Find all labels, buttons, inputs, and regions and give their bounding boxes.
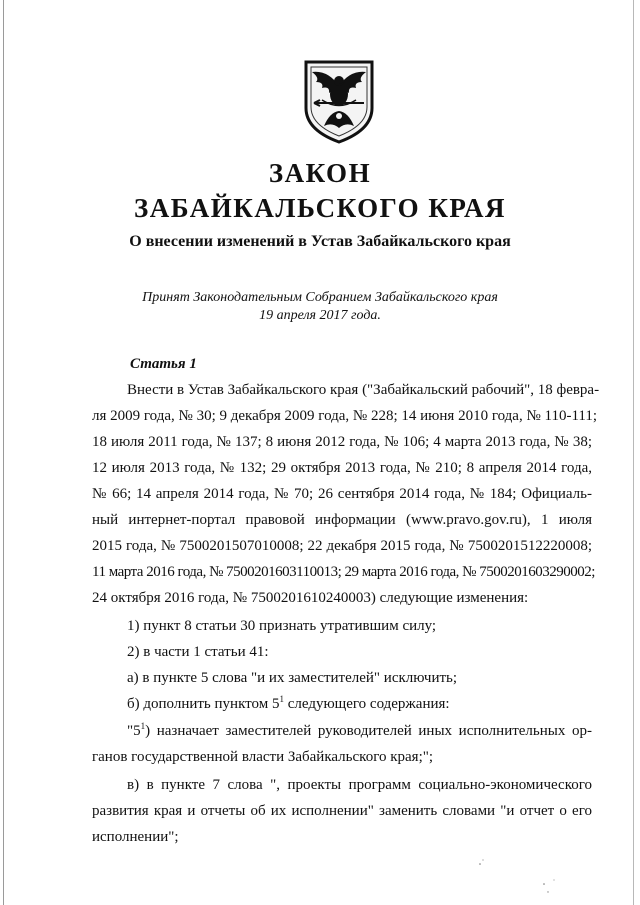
list-item-1: 1) пункт 8 статьи 30 признать утратившим силу; xyxy=(127,618,437,634)
quoted-clause-text: ) назначает заместителей руководителей иных исполнительных ор- xyxy=(145,723,592,739)
law-title: ЗАКОН xyxy=(268,158,372,188)
law-title-region: ЗАБАЙКАЛЬСКОГО КРАЯ xyxy=(134,193,506,223)
quoted-clause-line: ганов государственной власти Забайкальского края;"; xyxy=(92,749,434,765)
list-item-2b-text: б) дополнить пунктом 5 xyxy=(127,696,280,712)
list-item-2a: а) в пункте 5 слова "и их заместителей" исключить; xyxy=(127,670,458,686)
body-line: 12 июля 2013 года, № 132; 29 октября 2013 года, № 210; 8 апреля 2014 года, xyxy=(92,460,592,476)
quote-open: "5 xyxy=(127,723,141,739)
list-item-2b xyxy=(127,694,592,712)
scan-edge-right xyxy=(633,0,634,905)
body-line: № 66; 14 апреля 2014 года, № 70; 26 сентября 2014 года, № 184; Официаль- xyxy=(92,486,592,502)
body-line: 11 марта 2016 года, № 7500201603110013; 29 марта 2016 года, № 7500201603290002; xyxy=(92,564,595,580)
list-item-2: 2) в части 1 статьи 41: xyxy=(127,644,269,660)
superscript: 1 xyxy=(279,694,284,704)
law-subtitle: О внесении изменений в Устав Забайкальского края xyxy=(129,233,511,250)
scan-edge-left xyxy=(3,0,4,905)
adoption-date: 19 апреля 2017 года. xyxy=(259,308,381,323)
list-item-2c: в) в пункте 7 слова ", проекты программ социально-экономического xyxy=(127,777,592,793)
list-item-2b-text-end: следующего содержания: xyxy=(283,696,450,712)
body-line: 24 октября 2016 года, № 7500201610240003) следующие изменения: xyxy=(92,590,529,606)
body-line: ный интернет-портал правовой информации (www.pravo.gov.ru), 1 июля xyxy=(92,512,592,528)
body-line: Внести в Устав Забайкальского края ("Забайкальский рабочий", 18 февра- xyxy=(127,382,600,398)
coat-of-arms-icon xyxy=(300,56,378,144)
scan-noise xyxy=(470,850,570,905)
body-line: ля 2009 года, № 30; 9 декабря 2009 года, № 228; 14 июня 2010 года, № 110-111; xyxy=(92,408,598,424)
quoted-clause-number xyxy=(127,723,145,739)
body-line: 2015 года, № 7500201507010008; 22 декабря 2015 года, № 7500201512220008; xyxy=(92,538,592,554)
adoption-note xyxy=(0,289,640,325)
body-line: 18 июля 2011 года, № 137; 8 июня 2012 года, № 106; 4 марта 2013 года, № 38; xyxy=(92,434,592,450)
body-line: развития края и отчеты об их исполнении" заменить словами "и отчет о его xyxy=(92,803,592,819)
adoption-note-line: Принят Законодательным Собранием Забайкальского края xyxy=(142,290,498,305)
quoted-clause xyxy=(127,721,592,739)
body-line: исполнении"; xyxy=(92,829,179,845)
article-heading: Статья 1 xyxy=(130,356,197,372)
superscript: 1 xyxy=(140,721,146,731)
